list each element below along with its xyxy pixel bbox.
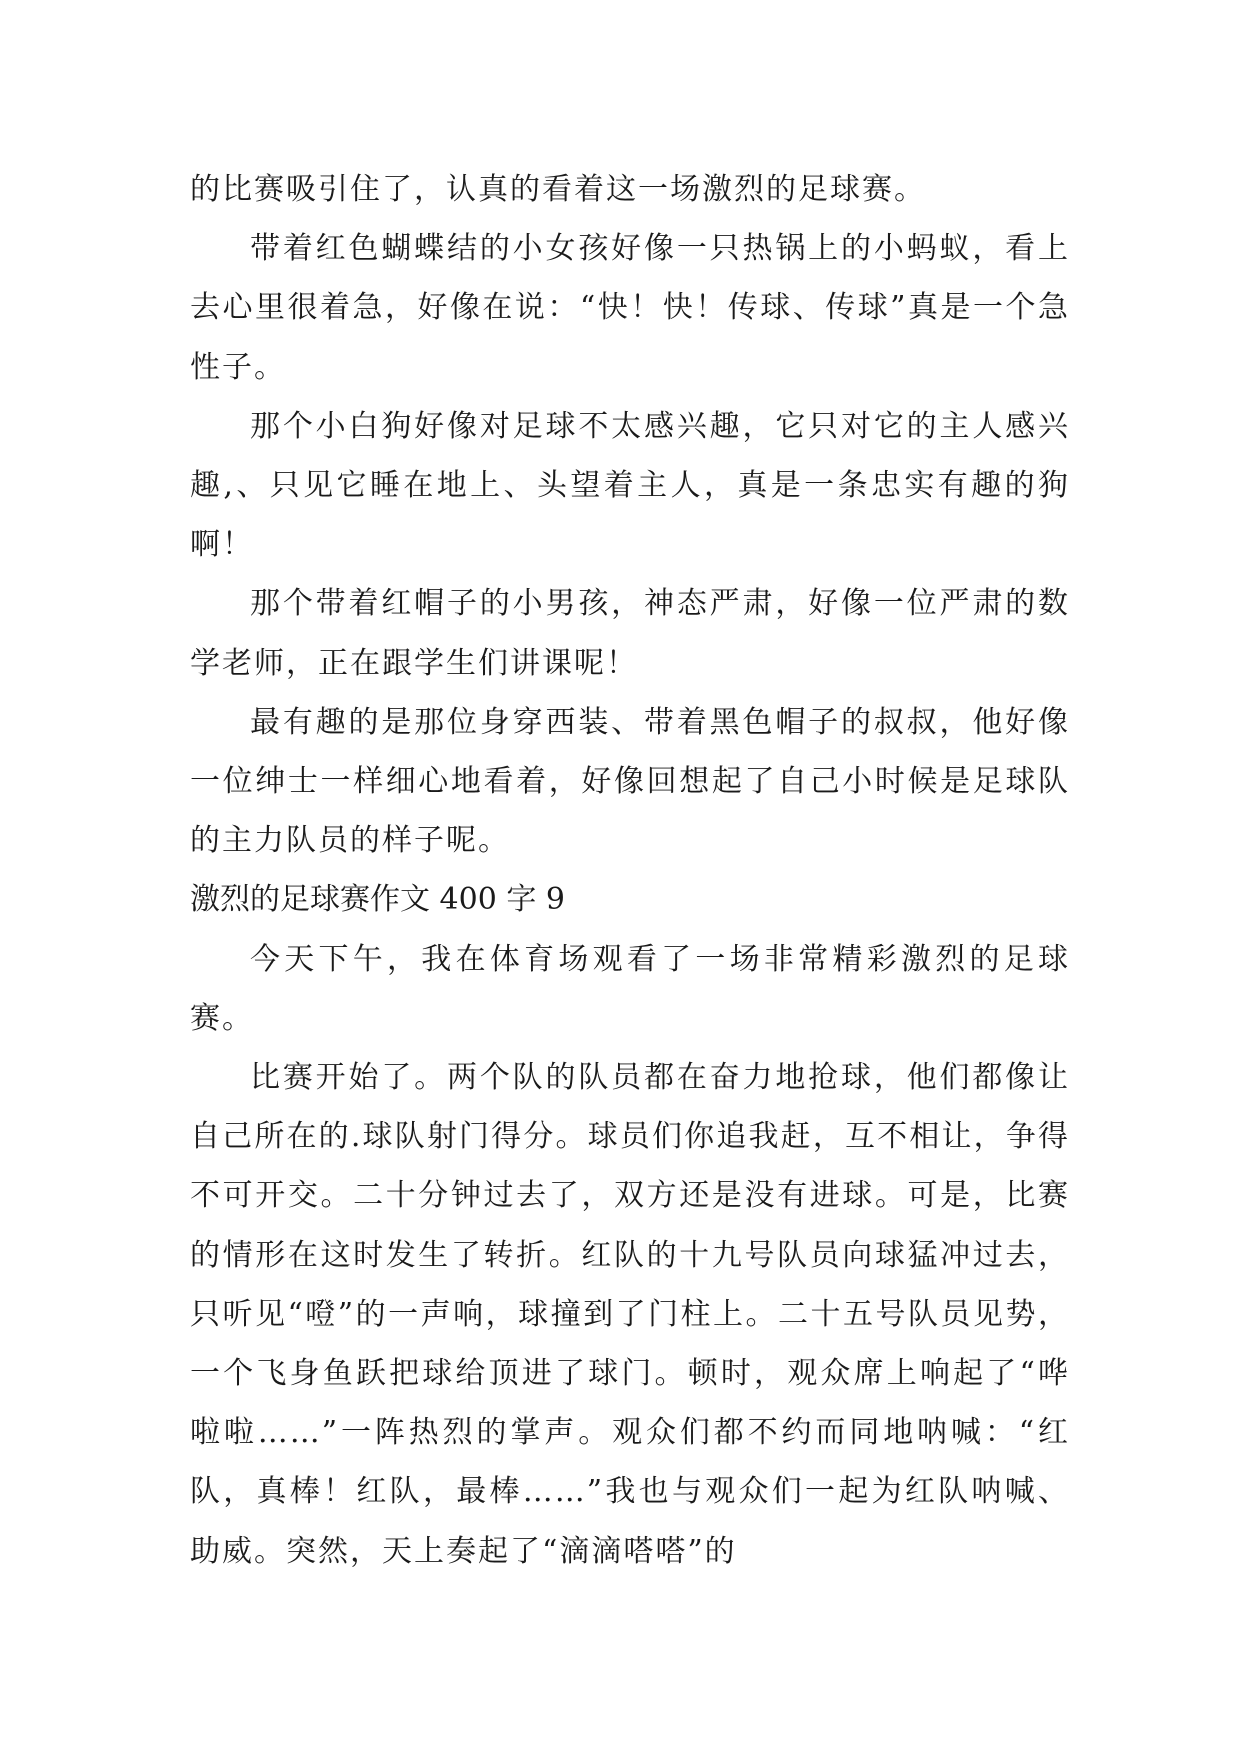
paragraph-6: 今天下午，我在体育场观看了一场非常精彩激烈的足球赛。 (190, 941, 1070, 1036)
section-heading: 激烈的足球赛作文 400 字 9 (190, 882, 565, 918)
paragraph-3: 那个小白狗好像对足球不太感兴趣，它只对它的主人感兴趣,、只见它睡在地上、头望着主人，真是一条忠实有趣的狗啊！ (190, 408, 1070, 563)
paragraph-7: 比赛开始了。两个队的队员都在奋力地抢球，他们都像让自己所在的.球队射门得分。球员们你追我赶，互不相让，争得不可开交。二十分钟过去了，双方还是没有进球。可是，比赛的情形在这时发生了转折。红队的十九号队员向球猛冲过去，只听见“噔”的一声响，球撞到了门柱上。二十五号队员见势，一个飞身鱼跃把球给顶进了球门。顿时，观众席上响起了“哗啦啦……”一阵热烈的掌声。观众们都不约而同地呐喊：“红队，真棒！红队，最棒……”我也与观众们一起为红队呐喊、助威。突然，天上奏起了“滴滴嗒嗒”的 (190, 1060, 1070, 1569)
paragraph-1: 的比赛吸引住了，认真的看着这一场激烈的足球赛。 (190, 172, 926, 207)
document-body (190, 160, 1070, 1581)
paragraph-2: 带着红色蝴蝶结的小女孩好像一只热锅上的小蚂蚁，看上去心里很着急，好像在说：“快！快！传球、传球”真是一个急性子。 (190, 231, 1070, 385)
paragraph-4: 那个带着红帽子的小男孩，神态严肃，好像一位严肃的数学老师，正在跟学生们讲课呢！ (190, 586, 1070, 681)
paragraph-5: 最有趣的是那位身穿西装、带着黑色帽子的叔叔，他好像一位绅士一样细心地看着，好像回想起了自己小时候是足球队的主力队员的样子呢。 (190, 704, 1070, 859)
